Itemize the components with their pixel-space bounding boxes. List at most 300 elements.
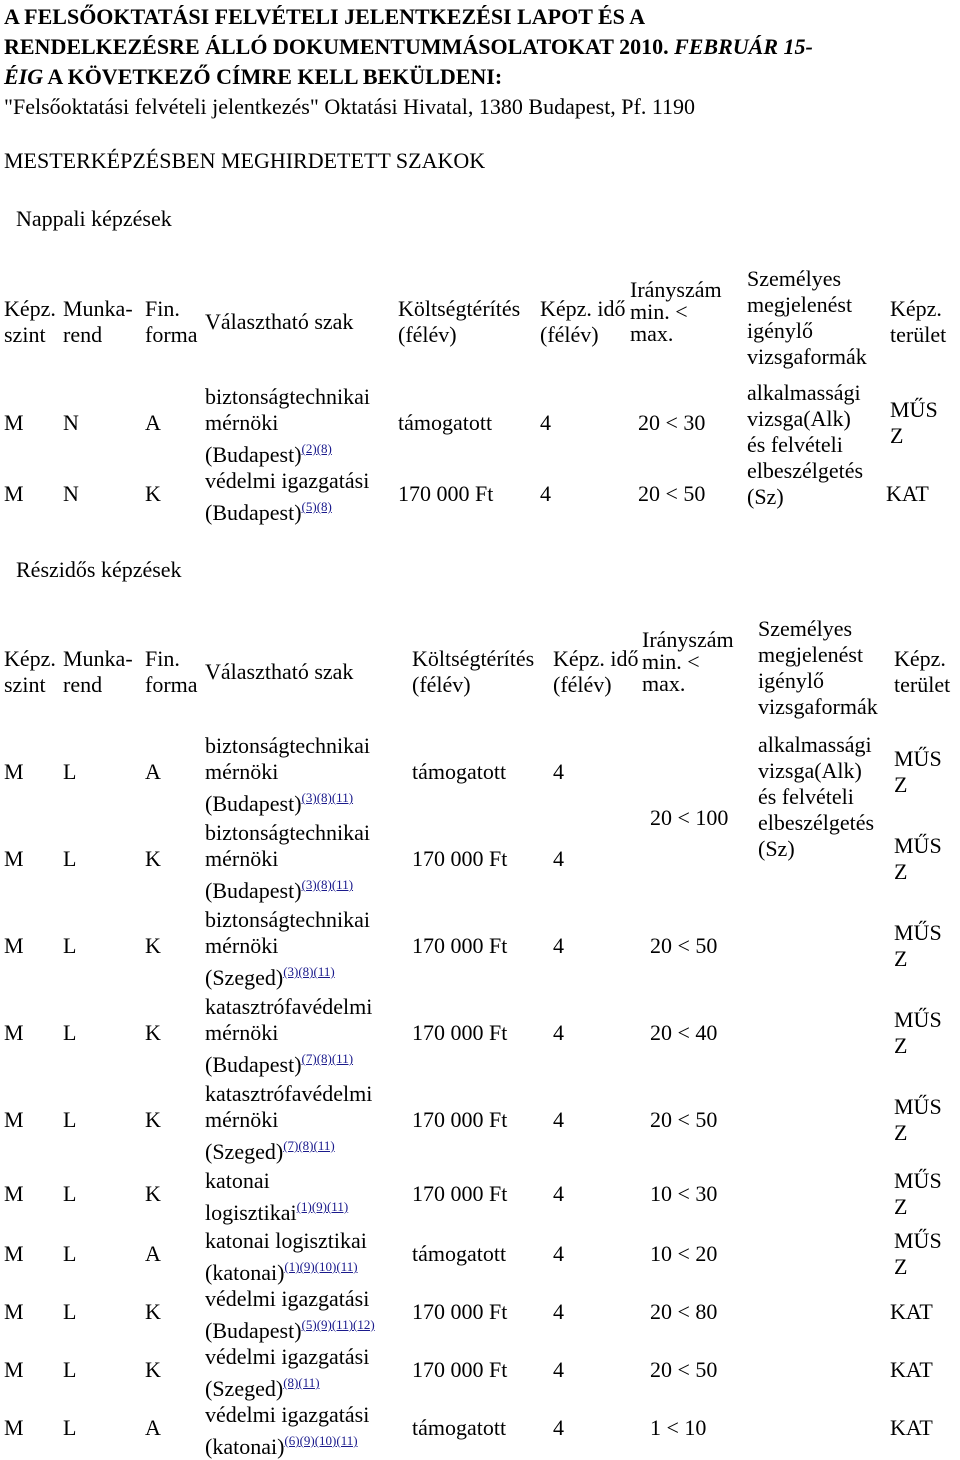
- text-line: [894, 1007, 942, 1033]
- text-line: [894, 946, 942, 972]
- text-line: [747, 380, 863, 406]
- row-forma: K: [145, 1357, 161, 1382]
- row-szak: [205, 820, 370, 904]
- text: forma: [145, 322, 198, 347]
- row-terulet: [890, 397, 938, 449]
- text-line: [894, 833, 942, 859]
- row-rend: L: [63, 1299, 77, 1324]
- header-line-2: RENDELKEZÉSRE ÁLLÓ DOKUMENTUMMÁSOLATOKAT 2010. FEBRUÁR 15-: [4, 34, 813, 59]
- row-irany: 20 < 50: [638, 481, 706, 506]
- text: Képz.: [890, 296, 942, 321]
- row-szint: M: [4, 846, 24, 871]
- text: (félév): [540, 322, 599, 347]
- text: forma: [145, 672, 198, 697]
- text: megjelenést: [758, 642, 864, 667]
- row-ido: 4: [540, 410, 551, 435]
- text: és felvételi: [758, 784, 854, 809]
- text: biztonságtechnikai: [205, 733, 370, 758]
- text: Képz.: [894, 646, 946, 671]
- text: vizsga(Alk): [758, 758, 862, 783]
- text: elbeszélgetés: [747, 458, 864, 483]
- text: MŰS: [894, 1228, 942, 1253]
- row-szint: M: [4, 1357, 24, 1382]
- text-line: [4, 672, 56, 698]
- text: védelmi igazgatási: [205, 1286, 370, 1311]
- text: (Szeged): [205, 1139, 284, 1164]
- text: Z: [894, 1120, 908, 1145]
- text-line: [747, 344, 867, 370]
- text-line: [205, 733, 370, 759]
- text-line: [205, 1046, 372, 1078]
- text: mérnöki: [205, 1020, 279, 1045]
- text: Képz.: [4, 646, 56, 671]
- nappali-title: Nappali képzések: [16, 206, 172, 231]
- text-line: [205, 759, 370, 785]
- text-line: [758, 836, 874, 862]
- footnote-reference-link[interactable]: (1)(9)(11): [296, 1199, 349, 1214]
- text-line: [894, 1094, 942, 1120]
- text-line: [894, 1120, 942, 1146]
- text-line: [894, 646, 950, 672]
- text-line: [205, 468, 369, 494]
- row-ido: 4: [553, 1181, 564, 1206]
- row-szak: [205, 733, 370, 817]
- text: és felvételi: [747, 432, 843, 457]
- text: Képz. idő: [553, 646, 639, 671]
- text-line: [894, 859, 942, 885]
- row-forma: A: [145, 759, 161, 784]
- text-line: [205, 872, 370, 904]
- text-line: [540, 322, 626, 348]
- text: KAT: [886, 481, 929, 506]
- row-rend: L: [63, 1107, 77, 1132]
- row-kolts: támogatott: [412, 1415, 507, 1440]
- text-line: [894, 1254, 942, 1280]
- row-ido: 4: [553, 1241, 564, 1266]
- text: Munka-: [63, 646, 133, 671]
- row-terulet: [894, 1007, 942, 1059]
- row-terulet: [894, 1228, 942, 1280]
- row-szint: M: [4, 1415, 24, 1440]
- row-szint: M: [4, 1107, 24, 1132]
- header-ido: [553, 646, 639, 698]
- header-forma: [145, 296, 198, 348]
- text: szint: [4, 322, 46, 347]
- text: (Budapest): [205, 1318, 302, 1343]
- text-line: [886, 481, 929, 507]
- text: KAT: [890, 1357, 933, 1382]
- header-szint: [4, 296, 56, 348]
- text-line: [890, 1415, 933, 1441]
- row-ido: 4: [553, 1415, 564, 1440]
- text-line: [553, 646, 639, 672]
- text-line: [747, 484, 863, 510]
- text-line: [890, 397, 938, 423]
- text-line: min. <: [642, 649, 700, 674]
- row-szak: [205, 468, 369, 526]
- text-line: [205, 933, 370, 959]
- row-ido: 4: [553, 1107, 564, 1132]
- row-szak: [205, 1402, 369, 1460]
- row-terulet: [894, 833, 942, 885]
- row-szak: [205, 1168, 348, 1226]
- row-rend: L: [63, 1241, 77, 1266]
- text: mérnöki: [205, 410, 279, 435]
- text: MŰS: [894, 1007, 942, 1032]
- text-line: [894, 1033, 942, 1059]
- vizsga-forma-text: [758, 732, 874, 862]
- row-kolts: 170 000 Ft: [412, 933, 508, 958]
- header-szint: [4, 646, 56, 698]
- footnote-reference-link[interactable]: (7)(8)(11): [283, 1138, 335, 1153]
- text-line: [205, 907, 370, 933]
- text: Z: [894, 1033, 908, 1058]
- row-rend: L: [63, 759, 77, 784]
- row-kolts: 170 000 Ft: [412, 1299, 508, 1324]
- text: katasztrófavédelmi: [205, 994, 373, 1019]
- row-kolts: támogatott: [398, 410, 493, 435]
- row-kolts: 170 000 Ft: [398, 481, 494, 506]
- text-line: [205, 1402, 369, 1428]
- text-line: [890, 322, 946, 348]
- text: Z: [894, 946, 908, 971]
- text-line: [205, 494, 369, 526]
- row-kolts: 170 000 Ft: [412, 1020, 508, 1045]
- header-kolts: [412, 646, 534, 698]
- row-forma: K: [145, 1181, 161, 1206]
- text-line: [205, 1370, 369, 1402]
- shared-irany: 20 < 100: [650, 805, 729, 830]
- text-line: [890, 296, 946, 322]
- row-irany: 10 < 30: [650, 1181, 718, 1206]
- text-line: [205, 846, 370, 872]
- row-ido: 4: [553, 933, 564, 958]
- text: mérnöki: [205, 1107, 279, 1132]
- text-line: [758, 732, 874, 758]
- row-szak: [205, 1228, 367, 1286]
- row-kolts: 170 000 Ft: [412, 1181, 508, 1206]
- row-szak: [205, 907, 370, 991]
- header-line-1: A FELSŐOKTATÁSI FELVÉTELI JELENTKEZÉSI LAPOT ÉS A: [4, 4, 646, 29]
- row-rend: L: [63, 1415, 77, 1440]
- text: Képz.: [4, 296, 56, 321]
- row-forma: K: [145, 933, 161, 958]
- text: katasztrófavédelmi: [205, 1081, 373, 1106]
- row-szint: M: [4, 1241, 24, 1266]
- text: szint: [4, 672, 46, 697]
- text: védelmi igazgatási: [205, 468, 370, 493]
- text-line: [205, 785, 370, 817]
- text: (Szeged): [205, 1376, 284, 1401]
- text-line: [894, 1168, 942, 1194]
- text: Z: [894, 772, 908, 797]
- text-line: [205, 1312, 375, 1344]
- row-szint: M: [4, 481, 24, 506]
- text-line: [758, 758, 874, 784]
- header-rend: [63, 646, 133, 698]
- row-ido: 4: [553, 1299, 564, 1324]
- row-rend: L: [63, 1181, 77, 1206]
- footnote-reference-link[interactable]: (2)(8): [301, 441, 332, 456]
- row-ido: 4: [553, 759, 564, 784]
- header-ido: [540, 296, 626, 348]
- text-line: [758, 810, 874, 836]
- text: (félév): [553, 672, 612, 697]
- text-line: [412, 646, 534, 672]
- text: KAT: [890, 1299, 933, 1324]
- row-terulet: [886, 481, 929, 507]
- row-kolts: 170 000 Ft: [412, 846, 508, 871]
- row-irany: 20 < 30: [638, 410, 706, 435]
- text-line: [758, 694, 878, 720]
- text-line: [398, 296, 520, 322]
- text-line: [747, 458, 863, 484]
- text: (félév): [398, 322, 457, 347]
- text-line: [63, 672, 133, 698]
- text: KAT: [890, 1415, 933, 1440]
- header-szak: Választható szak: [205, 659, 354, 684]
- text: biztonságtechnikai: [205, 820, 370, 845]
- header-forma: [145, 646, 198, 698]
- text: rend: [63, 322, 103, 347]
- text-line: [205, 1428, 369, 1460]
- row-szak: [205, 994, 372, 1078]
- header-address: "Felsőoktatási felvételi jelentkezés" Oktatási Hivatal, 1380 Budapest, Pf. 1190: [4, 94, 696, 119]
- row-kolts: támogatott: [412, 759, 507, 784]
- row-ido: 4: [553, 846, 564, 871]
- row-ido: 4: [553, 1357, 564, 1382]
- row-szint: M: [4, 1299, 24, 1324]
- text: (félév): [412, 672, 471, 697]
- text: Z: [894, 1254, 908, 1279]
- row-irany: 20 < 50: [650, 1107, 718, 1132]
- row-rend: L: [63, 1020, 77, 1045]
- text: MŰS: [894, 1168, 942, 1193]
- text-line: [747, 406, 863, 432]
- text-line: [747, 318, 867, 344]
- row-rend: N: [63, 481, 79, 506]
- text-line: [145, 672, 198, 698]
- text-line: [747, 432, 863, 458]
- text-line: [894, 920, 942, 946]
- text: MŰS: [894, 833, 942, 858]
- text: elbeszélgetés: [758, 810, 875, 835]
- row-irany: 20 < 50: [650, 933, 718, 958]
- row-szak: [205, 1081, 372, 1165]
- text-line: [205, 994, 372, 1020]
- text: igénylő: [747, 318, 813, 343]
- text: Munka-: [63, 296, 133, 321]
- footnote-reference-link[interactable]: (3)(8)(11): [301, 877, 354, 892]
- row-terulet: [894, 1094, 942, 1146]
- text-line: [205, 410, 370, 436]
- row-kolts: 170 000 Ft: [412, 1357, 508, 1382]
- row-terulet: [894, 920, 942, 972]
- text-line: [890, 423, 938, 449]
- row-forma: A: [145, 1415, 161, 1440]
- text-line: [205, 1107, 372, 1133]
- row-kolts: 170 000 Ft: [412, 1107, 508, 1132]
- row-terulet: [894, 746, 942, 798]
- text: (Budapest): [205, 1052, 302, 1077]
- header-terulet: [894, 646, 950, 698]
- footnote-reference-link[interactable]: (3)(8)(11): [301, 790, 354, 805]
- row-ido: 4: [540, 481, 551, 506]
- text: vizsga(Alk): [747, 406, 851, 431]
- text-line: [894, 1194, 942, 1220]
- section-title: MESTERKÉPZÉSBEN MEGHIRDETETT SZAKOK: [4, 148, 486, 173]
- text-line: Irányszám: [630, 277, 722, 302]
- text-line: [553, 672, 639, 698]
- text-line: [894, 1228, 942, 1254]
- text-line: [205, 1344, 369, 1370]
- text-line: Irányszám: [642, 627, 734, 652]
- text: Képz. idő: [540, 296, 626, 321]
- text: (Szeged): [205, 965, 284, 990]
- text: (Budapest): [205, 791, 302, 816]
- row-rend: L: [63, 1357, 77, 1382]
- text-line: [758, 642, 878, 668]
- text: katonai logisztikai: [205, 1228, 367, 1253]
- footnote-reference-link[interactable]: (6)(9)(10)(11): [284, 1433, 358, 1448]
- text-line: [4, 296, 56, 322]
- text-line: [894, 772, 942, 798]
- text-line: max.: [630, 321, 674, 346]
- row-terulet: [890, 1415, 933, 1441]
- text-line: [758, 616, 878, 642]
- text: megjelenést: [747, 292, 853, 317]
- text-line: [4, 646, 56, 672]
- text: mérnöki: [205, 759, 279, 784]
- text-line: [398, 322, 520, 348]
- text-line: [145, 296, 198, 322]
- text-line: [205, 1168, 348, 1194]
- row-irany: 20 < 80: [650, 1299, 718, 1324]
- text-line: [205, 1081, 372, 1107]
- row-forma: K: [145, 1299, 161, 1324]
- row-forma: K: [145, 481, 161, 506]
- text: védelmi igazgatási: [205, 1402, 370, 1427]
- text: alkalmassági: [747, 380, 861, 405]
- text-line: [890, 1357, 933, 1383]
- text-line: [205, 959, 370, 991]
- text-line: [758, 668, 878, 694]
- text: vizsgaformák: [758, 694, 878, 719]
- text-line: max.: [642, 671, 686, 696]
- text-line: [747, 266, 867, 292]
- text: alkalmassági: [758, 732, 872, 757]
- text-line: [205, 1020, 372, 1046]
- text: (Sz): [747, 484, 784, 509]
- text: Költségtérítés: [398, 296, 521, 321]
- text-line: [205, 1254, 367, 1286]
- text: Z: [894, 859, 908, 884]
- row-terulet: [894, 1168, 942, 1220]
- row-szint: M: [4, 410, 24, 435]
- text-line: [205, 1228, 367, 1254]
- row-rend: N: [63, 410, 79, 435]
- header-rend: [63, 296, 133, 348]
- text: katonai: [205, 1168, 270, 1193]
- footnote-reference-link[interactable]: (5)(9)(11)(12): [301, 1317, 375, 1332]
- text: (katonai): [205, 1434, 285, 1459]
- document-header: [4, 2, 954, 122]
- text-line: [205, 1194, 348, 1226]
- text-line: [205, 384, 370, 410]
- text-line: [4, 322, 56, 348]
- row-szint: M: [4, 1020, 24, 1045]
- row-rend: L: [63, 846, 77, 871]
- text-line: [63, 646, 133, 672]
- footnote-reference-link[interactable]: (8)(11): [283, 1375, 320, 1390]
- text: biztonságtechnikai: [205, 907, 370, 932]
- row-szak: [205, 384, 370, 468]
- row-forma: K: [145, 1107, 161, 1132]
- text: Személyes: [747, 266, 842, 291]
- text-line: [205, 436, 370, 468]
- header-line-3: ÉIG A KÖVETKEZŐ CÍMRE KELL BEKÜLDENI:: [4, 64, 503, 89]
- row-szak: [205, 1286, 375, 1344]
- footnote-reference-link[interactable]: (1)(9)(10)(11): [284, 1259, 358, 1274]
- text-line: [890, 1299, 933, 1325]
- text: (Budapest): [205, 500, 302, 525]
- text-line: min. <: [630, 299, 688, 324]
- text: terület: [894, 672, 951, 697]
- text-line: [63, 322, 133, 348]
- text: (Budapest): [205, 878, 302, 903]
- header-szak: Választható szak: [205, 309, 354, 334]
- text-line: [205, 1286, 375, 1312]
- text: (Budapest): [205, 442, 302, 467]
- text-line: [205, 820, 370, 846]
- row-rend: L: [63, 933, 77, 958]
- row-irany: 20 < 50: [650, 1357, 718, 1382]
- footnote-reference-link[interactable]: (5)(8): [301, 499, 332, 514]
- text-line: [894, 746, 942, 772]
- text: terület: [890, 322, 947, 347]
- text-line: [205, 1133, 372, 1165]
- row-szint: M: [4, 759, 24, 784]
- text: (katonai): [205, 1260, 285, 1285]
- row-szint: M: [4, 1181, 24, 1206]
- text: Fin.: [145, 296, 180, 321]
- header-kolts: [398, 296, 520, 348]
- text: vizsgaformák: [747, 344, 867, 369]
- text-line: [412, 672, 534, 698]
- footnote-reference-link[interactable]: (3)(8)(11): [283, 964, 335, 979]
- header-vizsga: [747, 266, 867, 370]
- text-line: [540, 296, 626, 322]
- text-line: [145, 646, 198, 672]
- text: Fin.: [145, 646, 180, 671]
- header-irany: [630, 277, 722, 346]
- row-forma: A: [145, 410, 161, 435]
- row-irany: 1 < 10: [650, 1415, 707, 1440]
- text: Költségtérítés: [412, 646, 535, 671]
- vizsga-forma-text: [747, 380, 863, 510]
- row-szak: [205, 1344, 369, 1402]
- row-irany: 10 < 20: [650, 1241, 718, 1266]
- text-line: [758, 784, 874, 810]
- text: rend: [63, 672, 103, 697]
- footnote-reference-link[interactable]: (7)(8)(11): [301, 1051, 354, 1066]
- text: Személyes: [758, 616, 853, 641]
- row-forma: K: [145, 1020, 161, 1045]
- header-vizsga: [758, 616, 878, 720]
- text: logisztikai: [205, 1200, 297, 1225]
- text: biztonságtechnikai: [205, 384, 370, 409]
- text: mérnöki: [205, 933, 279, 958]
